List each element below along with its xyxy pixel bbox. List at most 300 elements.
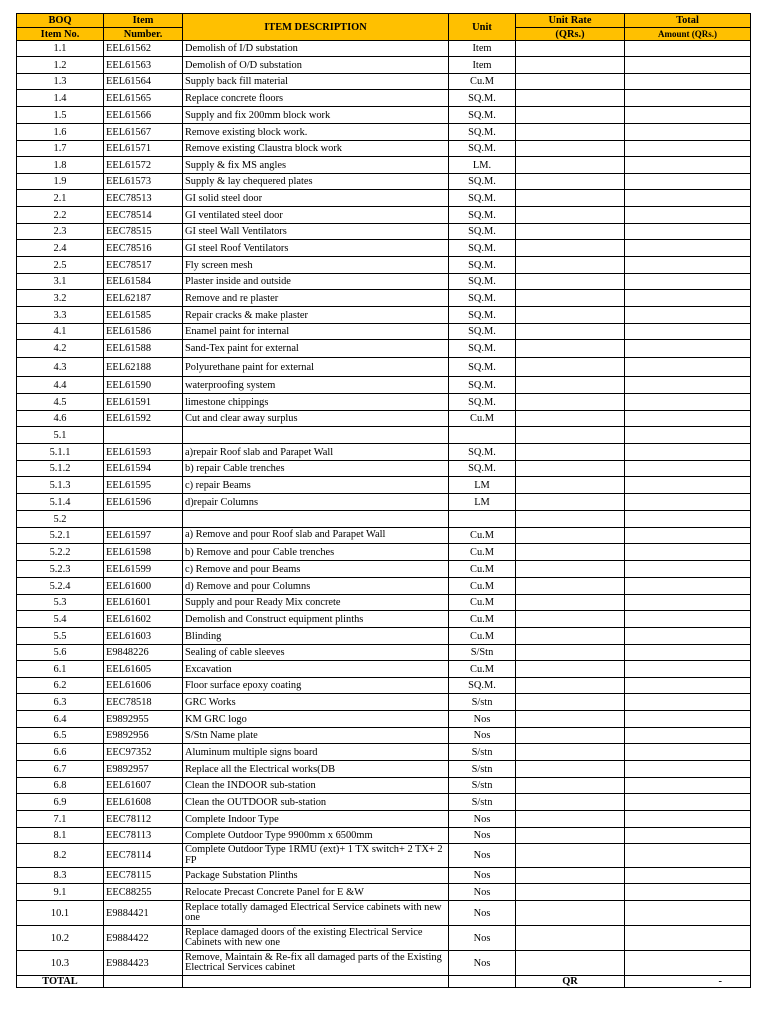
row-total-amount	[625, 427, 751, 444]
table-row	[17, 728, 751, 744]
row-unit-rate	[516, 477, 625, 494]
row-unit-rate	[516, 444, 625, 461]
row-total-amount	[625, 377, 751, 394]
row-item-number: EEL61593	[104, 444, 183, 461]
row-total-amount	[625, 57, 751, 74]
row-unit-rate	[516, 377, 625, 394]
table-row	[17, 290, 751, 307]
row-description: b) repair Cable trenches	[183, 461, 449, 477]
row-unit: Cu.M	[449, 595, 516, 611]
header-rate-currency: (QRs.)	[516, 28, 625, 41]
total-empty-cell	[449, 976, 516, 988]
row-description: Replace damaged doors of the existing Electrical Service Cabinets with new one	[183, 926, 449, 951]
row-description: a)repair Roof slab and Parapet Wall	[183, 444, 449, 461]
row-total-amount	[625, 190, 751, 207]
row-description: S/Stn Name plate	[183, 728, 449, 744]
row-unit-rate	[516, 124, 625, 141]
table-row	[17, 494, 751, 511]
row-total-amount	[625, 307, 751, 324]
row-item-no: 5.1.2	[17, 461, 104, 477]
row-item-no: 1.9	[17, 174, 104, 190]
row-total-amount	[625, 645, 751, 661]
row-unit: Cu.M	[449, 628, 516, 645]
total-row	[17, 976, 751, 988]
table-row	[17, 744, 751, 761]
row-unit-rate	[516, 578, 625, 595]
row-total-amount	[625, 544, 751, 561]
row-unit: Cu.M	[449, 74, 516, 90]
row-description: GI solid steel door	[183, 190, 449, 207]
row-item-no: 5.2.1	[17, 528, 104, 544]
table-row	[17, 257, 751, 274]
row-description: Clean the INDOOR sub-station	[183, 778, 449, 794]
row-unit: S/stn	[449, 778, 516, 794]
row-total-amount	[625, 926, 751, 951]
row-total-amount	[625, 678, 751, 694]
row-description: d)repair Columns	[183, 494, 449, 511]
table-body	[17, 41, 751, 976]
row-description	[183, 427, 449, 444]
row-total-amount	[625, 595, 751, 611]
row-item-number: EEL61573	[104, 174, 183, 190]
table-row	[17, 141, 751, 157]
boq-table	[16, 13, 751, 988]
table-row	[17, 778, 751, 794]
row-item-number: EEL61572	[104, 157, 183, 174]
row-item-no: 2.1	[17, 190, 104, 207]
row-item-number: EEL61571	[104, 141, 183, 157]
table-row	[17, 678, 751, 694]
row-item-no: 10.3	[17, 951, 104, 976]
row-description: limestone chippings	[183, 394, 449, 411]
table-row	[17, 340, 751, 358]
table-row	[17, 884, 751, 901]
row-item-no: 5.1.3	[17, 477, 104, 494]
table-row	[17, 511, 751, 528]
row-item-number: EEL61566	[104, 107, 183, 124]
header-item-number: Number.	[104, 28, 183, 41]
row-item-no: 10.2	[17, 926, 104, 951]
row-description: Floor surface epoxy coating	[183, 678, 449, 694]
row-unit-rate	[516, 561, 625, 578]
row-total-amount	[625, 157, 751, 174]
table-row	[17, 157, 751, 174]
row-description: Remove and re plaster	[183, 290, 449, 307]
row-unit-rate	[516, 427, 625, 444]
row-item-no: 4.3	[17, 358, 104, 377]
table-row	[17, 761, 751, 778]
row-description: Sealing of cable sleeves	[183, 645, 449, 661]
row-total-amount	[625, 661, 751, 678]
row-description: d) Remove and pour Columns	[183, 578, 449, 595]
table-row	[17, 444, 751, 461]
row-description: Replace all the Electrical works(DB	[183, 761, 449, 778]
row-unit-rate	[516, 511, 625, 528]
table-row	[17, 794, 751, 811]
row-item-number: EEL61590	[104, 377, 183, 394]
row-item-number: E9884421	[104, 901, 183, 926]
row-item-number: EEL61603	[104, 628, 183, 645]
table-row	[17, 240, 751, 257]
row-unit: Cu.M	[449, 661, 516, 678]
row-description: Polyurethane paint for external	[183, 358, 449, 377]
row-item-no: 1.1	[17, 41, 104, 57]
row-total-amount	[625, 578, 751, 595]
row-item-number: EEL61591	[104, 394, 183, 411]
row-item-no: 3.2	[17, 290, 104, 307]
row-item-number: E9884422	[104, 926, 183, 951]
row-item-number: EEL61596	[104, 494, 183, 511]
row-item-no: 4.1	[17, 324, 104, 340]
row-unit: S/stn	[449, 761, 516, 778]
row-item-number: EEC78516	[104, 240, 183, 257]
table-row	[17, 901, 751, 926]
row-description: Sand-Tex paint for external	[183, 340, 449, 358]
row-item-number: EEL61565	[104, 90, 183, 107]
row-unit: Cu.M	[449, 611, 516, 628]
row-description: KM GRC logo	[183, 711, 449, 728]
row-unit-rate	[516, 844, 625, 868]
row-unit: SQ.M.	[449, 444, 516, 461]
row-unit: S/stn	[449, 794, 516, 811]
row-unit: SQ.M.	[449, 190, 516, 207]
row-item-no: 2.3	[17, 224, 104, 240]
row-item-no: 5.1.4	[17, 494, 104, 511]
row-item-number: EEL61584	[104, 274, 183, 290]
table-row	[17, 628, 751, 645]
row-unit-rate	[516, 694, 625, 711]
row-total-amount	[625, 174, 751, 190]
table-row	[17, 427, 751, 444]
row-unit: SQ.M.	[449, 358, 516, 377]
table-row	[17, 124, 751, 141]
row-total-amount	[625, 744, 751, 761]
row-unit-rate	[516, 290, 625, 307]
row-item-no: 5.3	[17, 595, 104, 611]
row-unit-rate	[516, 868, 625, 884]
row-unit-rate	[516, 811, 625, 828]
row-total-amount	[625, 207, 751, 224]
row-unit-rate	[516, 595, 625, 611]
row-item-no: 1.3	[17, 74, 104, 90]
row-item-no: 4.6	[17, 411, 104, 427]
row-description: Relocate Precast Concrete Panel for E &W	[183, 884, 449, 901]
row-item-no: 5.6	[17, 645, 104, 661]
row-description: Complete Indoor Type	[183, 811, 449, 828]
row-unit-rate	[516, 528, 625, 544]
table-row	[17, 694, 751, 711]
row-item-number: EEL61598	[104, 544, 183, 561]
row-total-amount	[625, 711, 751, 728]
row-unit: Nos	[449, 711, 516, 728]
row-description: GI steel Wall Ventilators	[183, 224, 449, 240]
table-row	[17, 844, 751, 868]
row-item-number: E9848226	[104, 645, 183, 661]
row-total-amount	[625, 778, 751, 794]
row-total-amount	[625, 868, 751, 884]
table-row	[17, 190, 751, 207]
row-unit: SQ.M.	[449, 90, 516, 107]
row-unit	[449, 511, 516, 528]
row-description: Remove, Maintain & Re-fix all damaged parts of the Existing Electrical Services cabinet	[183, 951, 449, 976]
row-total-amount	[625, 107, 751, 124]
row-item-number: EEL61585	[104, 307, 183, 324]
row-description: Fly screen mesh	[183, 257, 449, 274]
row-total-amount	[625, 141, 751, 157]
row-item-number: EEC78518	[104, 694, 183, 711]
row-total-amount	[625, 324, 751, 340]
row-unit: SQ.M.	[449, 174, 516, 190]
row-item-no: 1.8	[17, 157, 104, 174]
header-description: ITEM DESCRIPTION	[183, 14, 449, 41]
row-item-no: 5.1.1	[17, 444, 104, 461]
row-item-no: 5.2.4	[17, 578, 104, 595]
row-item-no: 4.5	[17, 394, 104, 411]
row-unit-rate	[516, 728, 625, 744]
row-total-amount	[625, 494, 751, 511]
row-item-number: EEL61586	[104, 324, 183, 340]
table-row	[17, 811, 751, 828]
row-unit: Nos	[449, 728, 516, 744]
row-total-amount	[625, 761, 751, 778]
table-row	[17, 528, 751, 544]
row-item-no: 5.1	[17, 427, 104, 444]
row-total-amount	[625, 477, 751, 494]
row-item-number: EEL61597	[104, 528, 183, 544]
row-description: a) Remove and pour Roof slab and Parapet Wall	[183, 528, 449, 544]
row-item-number: EEC78114	[104, 844, 183, 868]
row-description: GRC Works	[183, 694, 449, 711]
row-item-no: 1.2	[17, 57, 104, 74]
row-unit: S/Stn	[449, 645, 516, 661]
row-unit-rate	[516, 744, 625, 761]
row-unit: SQ.M.	[449, 678, 516, 694]
row-item-no: 6.3	[17, 694, 104, 711]
row-unit-rate	[516, 107, 625, 124]
table-row	[17, 377, 751, 394]
row-total-amount	[625, 41, 751, 57]
row-item-number: EEC78514	[104, 207, 183, 224]
row-unit: SQ.M.	[449, 107, 516, 124]
row-item-number: EEC78112	[104, 811, 183, 828]
row-item-no: 4.4	[17, 377, 104, 394]
row-description: Complete Outdoor Type 9900mm x 6500mm	[183, 828, 449, 844]
table-row	[17, 595, 751, 611]
row-item-number: EEC78517	[104, 257, 183, 274]
table-row	[17, 477, 751, 494]
row-description: Enamel paint for internal	[183, 324, 449, 340]
row-total-amount	[625, 728, 751, 744]
row-item-no: 6.1	[17, 661, 104, 678]
total-empty-cell	[183, 976, 449, 988]
row-item-number: EEL61588	[104, 340, 183, 358]
row-total-amount	[625, 90, 751, 107]
row-description: Remove existing block work.	[183, 124, 449, 141]
row-total-amount	[625, 628, 751, 645]
row-unit: SQ.M.	[449, 461, 516, 477]
row-unit: Item	[449, 41, 516, 57]
row-total-amount	[625, 274, 751, 290]
row-item-no: 6.4	[17, 711, 104, 728]
row-item-no: 9.1	[17, 884, 104, 901]
table-row	[17, 711, 751, 728]
row-item-no: 7.1	[17, 811, 104, 828]
row-description: Demolish of I/D substation	[183, 41, 449, 57]
row-description: Aluminum multiple signs board	[183, 744, 449, 761]
row-unit-rate	[516, 661, 625, 678]
row-description: GI ventilated steel door	[183, 207, 449, 224]
row-unit: SQ.M.	[449, 224, 516, 240]
row-total-amount	[625, 611, 751, 628]
row-item-number: EEL61600	[104, 578, 183, 595]
table-row	[17, 561, 751, 578]
row-item-number: EEL61595	[104, 477, 183, 494]
row-item-number: EEL61563	[104, 57, 183, 74]
row-unit-rate	[516, 257, 625, 274]
table-row	[17, 107, 751, 124]
row-item-number: EEL61599	[104, 561, 183, 578]
row-item-no: 5.2	[17, 511, 104, 528]
table-row	[17, 41, 751, 57]
row-description: c) repair Beams	[183, 477, 449, 494]
row-unit: Nos	[449, 811, 516, 828]
header-unit-rate: Unit Rate	[516, 14, 625, 28]
row-description: b) Remove and pour Cable trenches	[183, 544, 449, 561]
table-row	[17, 461, 751, 477]
row-item-no: 6.2	[17, 678, 104, 694]
row-unit-rate	[516, 628, 625, 645]
row-item-no: 10.1	[17, 901, 104, 926]
row-description: Package Substation Plinths	[183, 868, 449, 884]
row-item-number: E9892957	[104, 761, 183, 778]
table-row	[17, 578, 751, 595]
row-total-amount	[625, 224, 751, 240]
row-unit: S/stn	[449, 694, 516, 711]
row-unit: SQ.M.	[449, 124, 516, 141]
row-item-number: EEL62187	[104, 290, 183, 307]
row-item-number	[104, 427, 183, 444]
table-row	[17, 926, 751, 951]
row-item-number: EEL61594	[104, 461, 183, 477]
row-item-no: 8.2	[17, 844, 104, 868]
row-item-number: E9892956	[104, 728, 183, 744]
row-item-no: 5.2.2	[17, 544, 104, 561]
row-total-amount	[625, 394, 751, 411]
header-total: Total	[625, 14, 751, 28]
row-item-number: EEL61606	[104, 678, 183, 694]
row-unit: SQ.M.	[449, 274, 516, 290]
row-total-amount	[625, 794, 751, 811]
row-total-amount	[625, 844, 751, 868]
row-description: GI steel Roof Ventilators	[183, 240, 449, 257]
row-unit: Nos	[449, 844, 516, 868]
row-unit: SQ.M.	[449, 290, 516, 307]
row-unit-rate	[516, 157, 625, 174]
row-unit: SQ.M.	[449, 307, 516, 324]
row-item-no: 1.7	[17, 141, 104, 157]
row-unit: LM	[449, 477, 516, 494]
row-unit: SQ.M.	[449, 377, 516, 394]
table-row	[17, 274, 751, 290]
table-row	[17, 358, 751, 377]
row-description: Supply and pour Ready Mix concrete	[183, 595, 449, 611]
table-row	[17, 611, 751, 628]
table-row	[17, 74, 751, 90]
row-item-number	[104, 511, 183, 528]
row-item-no: 1.5	[17, 107, 104, 124]
row-description	[183, 511, 449, 528]
row-item-number: EEC78115	[104, 868, 183, 884]
table-row	[17, 951, 751, 976]
row-total-amount	[625, 511, 751, 528]
header-item-no: Item No.	[17, 28, 104, 41]
row-unit-rate	[516, 240, 625, 257]
row-unit: SQ.M.	[449, 394, 516, 411]
row-total-amount	[625, 951, 751, 976]
row-unit-rate	[516, 711, 625, 728]
row-item-number: EEL61607	[104, 778, 183, 794]
row-description: Demolish of O/D substation	[183, 57, 449, 74]
row-unit-rate	[516, 74, 625, 90]
total-label: TOTAL	[17, 976, 104, 988]
row-item-number: EEL61564	[104, 74, 183, 90]
row-total-amount	[625, 444, 751, 461]
row-unit-rate	[516, 901, 625, 926]
table-row	[17, 645, 751, 661]
row-item-number: EEL61567	[104, 124, 183, 141]
table-row	[17, 57, 751, 74]
row-total-amount	[625, 901, 751, 926]
total-currency: QR	[516, 976, 625, 988]
row-unit: Cu.M	[449, 578, 516, 595]
row-description: Supply and fix 200mm block work	[183, 107, 449, 124]
row-unit-rate	[516, 461, 625, 477]
row-item-no: 2.4	[17, 240, 104, 257]
row-unit: Cu.M	[449, 544, 516, 561]
row-description: Plaster inside and outside	[183, 274, 449, 290]
row-item-number: EEL61601	[104, 595, 183, 611]
header-total-amount: Amount (QRs.)	[625, 28, 751, 41]
row-description: Excavation	[183, 661, 449, 678]
row-item-no: 6.8	[17, 778, 104, 794]
row-unit-rate	[516, 324, 625, 340]
row-item-no: 4.2	[17, 340, 104, 358]
row-unit: SQ.M.	[449, 324, 516, 340]
row-unit: SQ.M.	[449, 340, 516, 358]
row-unit-rate	[516, 645, 625, 661]
table-row	[17, 90, 751, 107]
row-total-amount	[625, 240, 751, 257]
row-unit-rate	[516, 141, 625, 157]
row-description: waterproofing system	[183, 377, 449, 394]
row-total-amount	[625, 290, 751, 307]
row-item-number: EEC88255	[104, 884, 183, 901]
row-item-number: EEL61592	[104, 411, 183, 427]
row-unit: LM	[449, 494, 516, 511]
row-unit: SQ.M.	[449, 207, 516, 224]
row-total-amount	[625, 74, 751, 90]
row-item-no: 5.4	[17, 611, 104, 628]
row-unit: SQ.M.	[449, 240, 516, 257]
row-item-no: 3.3	[17, 307, 104, 324]
row-description: Supply & lay chequered plates	[183, 174, 449, 190]
row-unit-rate	[516, 41, 625, 57]
row-unit: Nos	[449, 868, 516, 884]
row-unit-rate	[516, 90, 625, 107]
table-row	[17, 174, 751, 190]
table-row	[17, 411, 751, 427]
row-total-amount	[625, 461, 751, 477]
